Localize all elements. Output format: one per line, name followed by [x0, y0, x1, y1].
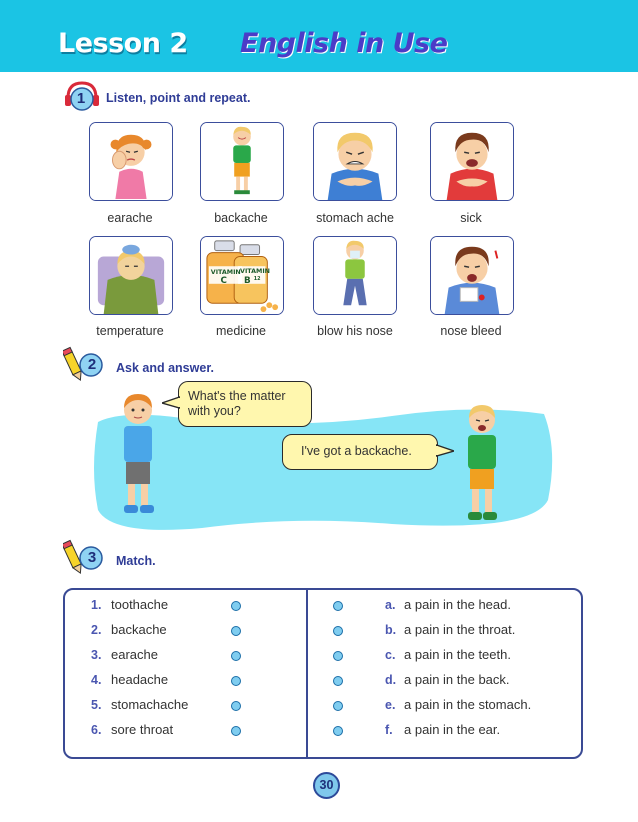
question-line: with you? [188, 404, 241, 418]
match-left-dot[interactable] [231, 676, 241, 686]
match-left-text: backache [111, 622, 167, 637]
picture-caption: nose bleed [440, 324, 502, 338]
vitamin-label: VITAMIN [240, 268, 270, 276]
picture-caption: temperature [96, 324, 164, 338]
section-title: Match. [116, 554, 156, 568]
picture-caption: medicine [215, 324, 267, 338]
temperature-picture [89, 236, 173, 315]
lesson-subject: English in Use [240, 28, 448, 59]
picture-caption: blow his nose [317, 324, 393, 338]
section-title: Listen, point and repeat. [106, 91, 251, 105]
match-left-dot[interactable] [231, 601, 241, 611]
match-right-letter: d. [385, 673, 397, 687]
vitamin-subscript: 12 [253, 275, 261, 282]
question-bubble [178, 381, 312, 427]
boy-asking [112, 390, 166, 522]
match-right-text: a pain in the stomach. [404, 697, 532, 712]
match-left-text: headache [111, 672, 169, 687]
match-right-letter: c. [385, 648, 396, 662]
medicine-picture [200, 236, 284, 315]
match-right-text: a pain in the back. [404, 672, 510, 687]
match-right-dot[interactable] [333, 701, 343, 711]
match-right-dot[interactable] [333, 676, 343, 686]
match-right-letter: f. [385, 723, 393, 737]
section-number: 3 [87, 549, 97, 566]
match-right-dot[interactable] [333, 626, 343, 636]
picture-caption: stomach ache [316, 211, 394, 225]
match-right-dot[interactable] [333, 726, 343, 736]
match-left-number: 1. [91, 598, 102, 612]
match-divider [306, 589, 308, 758]
match-right-text: a pain in the throat. [404, 622, 516, 637]
match-right-dot[interactable] [333, 601, 343, 611]
picture-caption: sick [460, 211, 482, 225]
match-right-text: a pain in the ear. [404, 722, 501, 737]
backache-picture [200, 122, 284, 201]
match-left-number: 2. [91, 623, 102, 637]
picture-caption: earache [107, 211, 153, 225]
boy-answering [458, 402, 506, 530]
match-left-text: stomachache [111, 697, 189, 712]
section-number: 2 [87, 356, 97, 373]
match-left-dot[interactable] [231, 701, 241, 711]
match-left-dot[interactable] [231, 651, 241, 661]
match-left-dot[interactable] [231, 626, 241, 636]
bubble-tail [436, 444, 454, 458]
match-right-letter: e. [385, 698, 396, 712]
bubble-tail [162, 396, 180, 410]
match-left-dot[interactable] [231, 726, 241, 736]
sick-picture [430, 122, 514, 201]
picture-caption: backache [214, 211, 268, 225]
match-left-number: 6. [91, 723, 102, 737]
section-title: Ask and answer. [116, 361, 214, 375]
section-number: 1 [76, 90, 86, 107]
match-left-number: 3. [91, 648, 102, 662]
lesson-title: Lesson 2 [58, 28, 188, 59]
vitamin-letter: C [220, 275, 227, 286]
stomach-ache-picture [313, 122, 397, 201]
match-left-text: earache [111, 647, 158, 662]
match-right-text: a pain in the head. [404, 597, 511, 612]
match-left-text: sore throat [111, 722, 174, 737]
match-left-number: 5. [91, 698, 102, 712]
match-right-dot[interactable] [333, 651, 343, 661]
vitamin-label: VITAMIN [210, 269, 241, 277]
blow-nose-picture [313, 236, 397, 315]
match-right-letter: b. [385, 623, 397, 637]
question-line: What's the matter [188, 389, 286, 403]
vitamin-letter: B [243, 275, 251, 286]
match-left-text: toothache [111, 597, 169, 612]
match-left-number: 4. [91, 673, 102, 687]
earache-picture [89, 122, 173, 201]
page-number: 30 [313, 772, 340, 799]
nose-bleed-picture [430, 236, 514, 315]
answer-bubble: I've got a backache. [282, 434, 438, 470]
match-right-text: a pain in the teeth. [404, 647, 511, 662]
match-right-letter: a. [385, 598, 396, 612]
